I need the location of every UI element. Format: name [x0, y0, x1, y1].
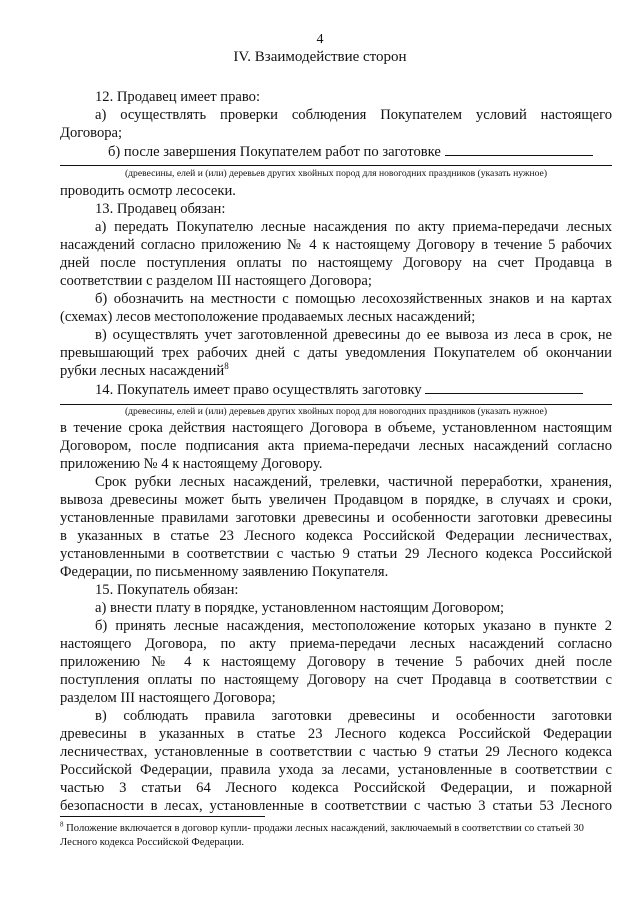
- clause-14-cont3: приложению № 4 к настоящему Договору.: [60, 456, 323, 472]
- term-paragraph-cont5: Федерации, по письменному заявлению Покупателя.: [60, 564, 389, 580]
- clause-12-b-cont: проводить осмотр лесосеки.: [60, 183, 236, 199]
- blank-field: [425, 380, 583, 394]
- clause-15-b-cont4: разделом III настоящего Договора;: [60, 690, 276, 706]
- clause-14-title: [95, 380, 612, 399]
- clause-13-c-cont2-text: рубки лесных насаждений: [60, 363, 225, 379]
- clause-15-b-cont1: настоящего Договора, по акту приема-передачи лесных насаждений согласно: [60, 636, 612, 652]
- clause-15-b-cont3: поступления оплаты по настоящему Договору на счет Продавца в соответствии с: [60, 672, 612, 688]
- clause-13-a-cont1: насаждений согласно приложению № 4 к настоящему Договору в течение 5 рабочих: [60, 237, 612, 253]
- clause-15-c: в) соблюдать правила заготовки древесины и особенности заготовки: [95, 708, 612, 724]
- footnote-text-1: Положение включается в договор купли- продажи лесных насаждений, заключаемый в соответствии со статьей 30: [66, 823, 584, 834]
- footnote-line-1: [60, 822, 615, 835]
- clause-15-c-cont4: частью 3 статьи 64 Лесного кодекса Российской Федерации, и пожарной: [60, 780, 612, 796]
- footnote-line-2: Лесного кодекса Российской Федерации.: [60, 837, 245, 848]
- clause-13-a: а) передать Покупателю лесные насаждения по акту приема-передачи лесных: [95, 219, 612, 235]
- clause-13-c-cont1: превышающий трех рабочих дней с даты уведомления Покупателем об окончании: [60, 345, 612, 361]
- term-paragraph-cont4: установленными в соответствии с частью 9 статьи 29 Лесного кодекса Российской: [60, 546, 612, 562]
- blank-field: [445, 142, 593, 156]
- clause-14-text: 14. Покупатель имеет право осуществлять заготовку: [95, 382, 422, 398]
- fill-in-note: (древесины, елей и (или) деревьев других хвойных пород для новогодних праздников (указать нужное): [124, 168, 548, 179]
- clause-12-a: а) осуществлять проверки соблюдения Покупателем условий настоящего: [95, 107, 612, 123]
- fill-in-line: [60, 165, 612, 166]
- clause-15-a: а) внести плату в порядке, установленном настоящим Договором;: [95, 600, 505, 616]
- footnote-ref: 8: [224, 361, 229, 372]
- fill-in-note: (древесины, елей и (или) деревьев других хвойных пород для новогодних праздников (указать нужное): [124, 406, 548, 417]
- clause-15-b: б) принять лесные насаждения, местоположение которых указано в пункте 2: [95, 618, 612, 634]
- clause-13-a-cont2: дней после поступления оплаты по настоящему Договору на счет Продавца в: [60, 255, 612, 271]
- section-heading: IV. Взаимодействие сторон: [233, 49, 407, 65]
- clause-13-c: в) осуществлять учет заготовленной древесины до ее вывоза из леса в срок, не: [95, 327, 612, 343]
- fill-in-line: [60, 404, 612, 405]
- clause-15-b-cont2: приложению № 4 к настоящему Договору в течение 5 рабочих дней после: [60, 654, 612, 670]
- clause-13-b: б) обозначить на местности с помощью лесохозяйственных знаков и на картах: [95, 291, 612, 307]
- clause-15-c-cont5: безопасности в лесах, установленные в соответствии с частью 3 статьи 53 Лесного: [60, 798, 612, 814]
- term-paragraph-cont3: в указанных в статье 23 Лесного кодекса Российской Федерации лесничествах,: [60, 528, 612, 544]
- clause-12-title: 12. Продавец имеет право:: [95, 89, 260, 105]
- page-number: 4: [316, 32, 324, 47]
- clause-12-b-text: б) после завершения Покупателем работ по заготовке: [108, 144, 441, 160]
- term-paragraph: Срок рубки лесных насаждений, трелевки, частичной переработки, хранения,: [95, 474, 612, 490]
- term-paragraph-cont2: установленные правилами заготовки древесины и особенности заготовки древесины: [60, 510, 612, 526]
- footnote-mark: 8: [60, 820, 64, 829]
- clause-15-title: 15. Покупатель обязан:: [95, 582, 239, 598]
- clause-15-c-cont3: Российской Федерации, правила ухода за лесами, установленные в соответствии с: [60, 762, 612, 778]
- clause-14-cont2: Договором, после подписания акта приема-передачи лесных насаждений согласно: [60, 438, 612, 454]
- clause-15-c-cont1: древесины в указанных в статье 23 Лесного кодекса Российской Федерации: [60, 726, 612, 742]
- clause-15-c-cont2: лесничествах, установленные в соответствии с частью 9 статьи 29 Лесного кодекса: [60, 744, 612, 760]
- clause-13-c-cont2: [60, 362, 612, 380]
- clause-12-a-cont: Договора;: [60, 125, 123, 141]
- clause-13-a-cont3: соответствии с разделом III настоящего Договора;: [60, 273, 372, 289]
- clause-12-b: [108, 142, 612, 161]
- footnote-divider: [60, 816, 265, 817]
- clause-13-b-cont: (схемах) лесов местоположение продаваемых лесных насаждений;: [60, 309, 476, 325]
- clause-14-cont1: в течение срока действия настоящего Договора в объеме, установленном настоящим: [60, 420, 612, 436]
- clause-13-title: 13. Продавец обязан:: [95, 201, 226, 217]
- term-paragraph-cont1: вывоза древесины может быть увеличен Продавцом в порядке, в случаях и сроки,: [60, 492, 612, 508]
